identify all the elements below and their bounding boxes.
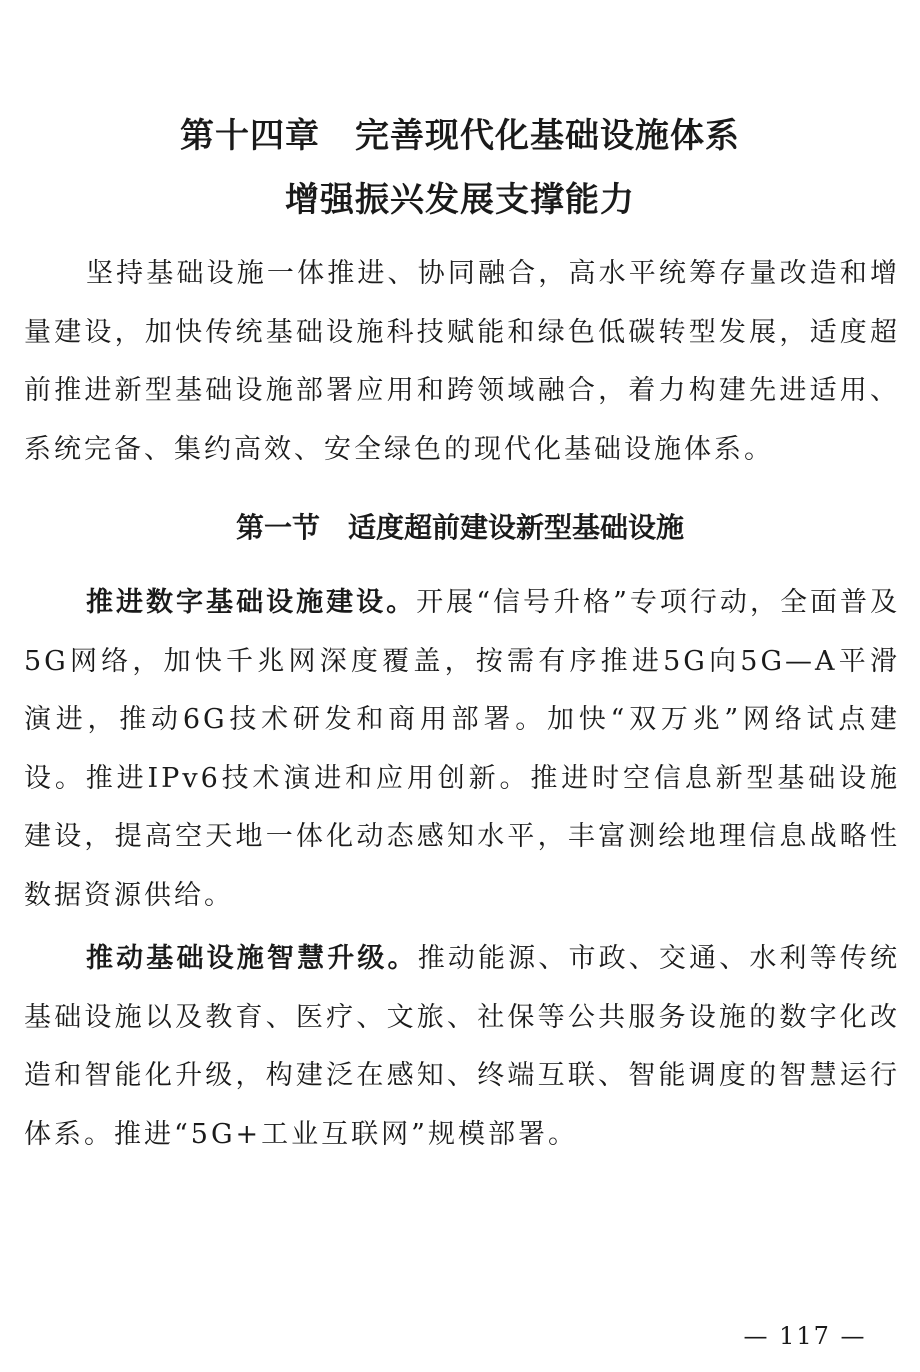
chapter-title-line-2: 增强振兴发展支撑能力 bbox=[285, 180, 635, 220]
paragraph-lead-heading: 推动基础设施智慧升级。 bbox=[86, 943, 418, 974]
intro-paragraph: 坚持基础设施一体推进、协同融合，高水平统筹存量改造和增量建设，加快传统基础设施科技赋能和绿色低碳转型发展，适度超前推进新型基础设施部署应用和跨领域融合，着力构建先进适用、系统完备、集约高效、安全绿色的现代化基础设施体系。 bbox=[24, 258, 900, 465]
paragraph-smart-upgrade bbox=[24, 930, 900, 1164]
chapter-title-line-1: 第十四章 完善现代化基础设施体系 bbox=[180, 116, 740, 156]
section-title: 第一节 适度超前建设新型基础设施 bbox=[235, 511, 684, 544]
paragraph-body-text: 开展“信号升格”专项行动，全面普及5G网络，加快千兆网深度覆盖，按需有序推进5G向5G—A平滑演进，推动6G技术研发和商用部署。加快“双万兆”网络试点建设。推进IPv6技术演进和应用创新。推进时空信息新型基础设施建设，提高空天地一体化动态感知水平，丰富测绘地理信息战略性数据资源供给。 bbox=[24, 587, 901, 911]
page-number: — 117 — bbox=[743, 1322, 867, 1350]
paragraph-lead-heading: 推进数字基础设施建设。 bbox=[86, 587, 417, 618]
paragraph-digital-infrastructure bbox=[24, 574, 900, 925]
paragraph-body-text: 推动能源、市政、交通、水利等传统基础设施以及教育、医疗、文旅、社保等公共服务设施的数字化改造和智能化升级，构建泛在感知、终端互联、智能调度的智慧运行体系。推进“5G+工业互联网”规模部署。 bbox=[24, 943, 901, 1150]
